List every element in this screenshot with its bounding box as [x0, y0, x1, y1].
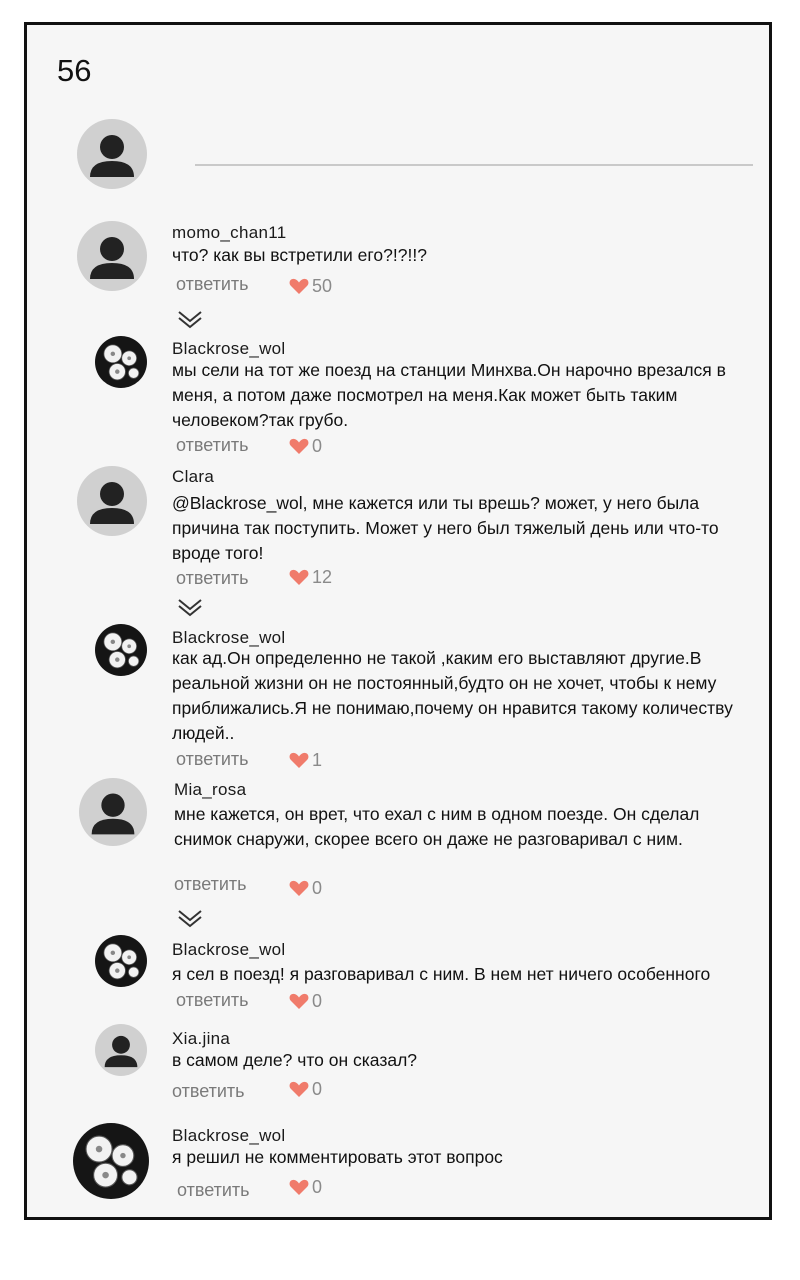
comment-text: я сел в поезд! я разговаривал с ним. В нем нет ничего особенного: [172, 964, 711, 984]
like-count: 0: [312, 1079, 323, 1099]
comment-username[interactable]: Blackrose_wol: [172, 1126, 286, 1145]
like-button[interactable]: [289, 1079, 322, 1100]
flower-avatar: [95, 336, 147, 388]
comment-text: что? как вы встретили его?!?!!?: [172, 245, 427, 265]
avatar: [95, 336, 147, 388]
like-button[interactable]: [289, 1177, 322, 1198]
comment-username[interactable]: Xia.jina: [172, 1029, 231, 1048]
like-count: 0: [312, 991, 323, 1011]
heart-icon: [289, 278, 309, 295]
comment-text: как ад.Он определенно не такой ,каким его выставляют другие.В реальной жизни он не постоянный,будто он не хочет, чтобы к нему приближались.Я не понимаю,почему он нравится такому количеству людей..: [172, 648, 733, 743]
reply-button[interactable]: ответить: [176, 274, 249, 294]
like-count: 1: [312, 750, 323, 770]
heart-icon: [289, 1081, 309, 1098]
comment-text: я решил не комментировать этот вопрос: [172, 1147, 503, 1167]
heart-icon: [289, 569, 309, 586]
comment-text: мне кажется, он врет, что ехал с ним в одном поезде. Он сделал снимок снаружи, скорее всего он даже не разговаривал с ним.: [174, 804, 700, 849]
reply-button[interactable]: ответить: [177, 1180, 250, 1200]
avatar: [73, 1123, 149, 1199]
like-button[interactable]: [289, 567, 332, 588]
like-button[interactable]: [289, 991, 322, 1012]
default-user-icon: [77, 221, 147, 291]
default-user-icon: [77, 119, 147, 189]
heart-icon: [289, 752, 309, 769]
comment-text: @Blackrose_wol, мне кажется или ты врешь? может, у него была причина так поступить. Может у него был тяжелый день или что-то вроде того!: [172, 493, 719, 563]
comment-username[interactable]: Blackrose_wol: [172, 628, 286, 647]
flower-avatar: [73, 1123, 149, 1199]
page-number: 56: [57, 53, 92, 88]
like-button[interactable]: [289, 276, 332, 297]
reply-button[interactable]: ответить: [176, 749, 249, 769]
comment-username[interactable]: Blackrose_wol: [172, 339, 286, 358]
default-user-icon: [77, 466, 147, 536]
expand-replies-chevron-icon[interactable]: [177, 597, 203, 617]
expand-replies-chevron-icon[interactable]: [177, 908, 203, 928]
avatar: [77, 221, 147, 291]
comment-username[interactable]: Mia_rosa: [174, 780, 247, 799]
flower-avatar: [95, 935, 147, 987]
reply-button[interactable]: ответить: [174, 874, 247, 894]
current-user-avatar: [77, 119, 147, 189]
like-count: 0: [312, 878, 323, 898]
default-user-icon: [95, 1024, 147, 1076]
like-button[interactable]: [289, 878, 322, 899]
avatar: [95, 624, 147, 676]
comment-input-line[interactable]: [195, 164, 753, 166]
comment-text: мы сели на тот же поезд на станции Минхва.Он нарочно врезался в меня, а потом даже посмотрел на меня.Как может быть таким человеком?так грубо.: [172, 360, 726, 430]
avatar: [79, 778, 147, 846]
reply-button[interactable]: ответить: [176, 568, 249, 588]
heart-icon: [289, 1179, 309, 1196]
reply-button[interactable]: ответить: [176, 435, 249, 455]
like-count: 50: [312, 276, 333, 296]
avatar: [95, 935, 147, 987]
flower-avatar: [95, 624, 147, 676]
reply-button[interactable]: ответить: [172, 1081, 245, 1101]
avatar: [77, 466, 147, 536]
like-count: 0: [312, 436, 323, 456]
heart-icon: [289, 880, 309, 897]
like-button[interactable]: [289, 750, 322, 771]
reply-button[interactable]: ответить: [176, 990, 249, 1010]
comment-username[interactable]: Blackrose_wol: [172, 940, 286, 959]
comment-username[interactable]: momo_chan11: [172, 223, 287, 242]
comment-text: в самом деле? что он сказал?: [172, 1050, 418, 1070]
comic-panel: [24, 22, 772, 1220]
avatar: [95, 1024, 147, 1076]
expand-replies-chevron-icon[interactable]: [177, 309, 203, 329]
heart-icon: [289, 438, 309, 455]
heart-icon: [289, 993, 309, 1010]
like-button[interactable]: [289, 436, 322, 457]
like-count: 12: [312, 567, 333, 587]
default-user-icon: [79, 778, 147, 846]
comment-username[interactable]: Clara: [172, 467, 215, 486]
like-count: 0: [312, 1177, 323, 1197]
